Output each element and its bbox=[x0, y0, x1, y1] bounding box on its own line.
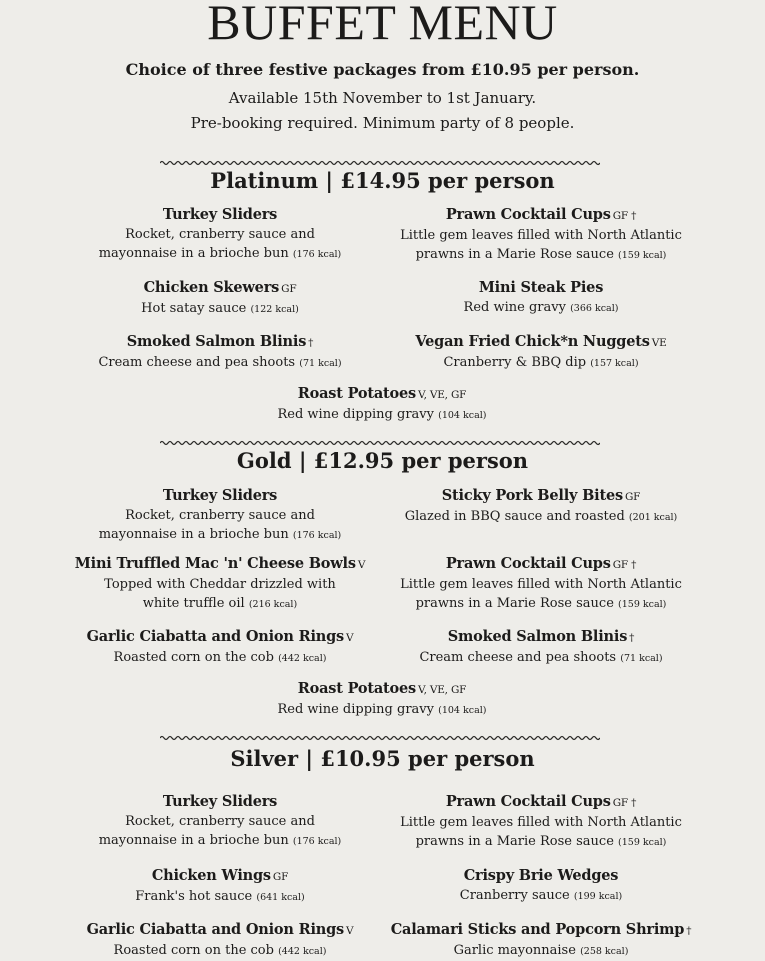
description-text: Cream cheese and pea shoots bbox=[98, 355, 296, 370]
description-text: Red wine dipping gravy bbox=[277, 407, 434, 422]
menu-item bbox=[351, 332, 731, 373]
description-text: Little gem leaves filled with North Atlantic bbox=[400, 815, 682, 830]
menu-item-name-line bbox=[351, 920, 731, 941]
menu-item bbox=[192, 384, 572, 425]
description-text: Frank's hot sauce bbox=[135, 889, 253, 904]
description-text: Hot satay sauce bbox=[141, 301, 247, 316]
calorie-count: (71 kcal) bbox=[299, 358, 342, 369]
menu-item bbox=[351, 554, 731, 614]
description-text: Rocket, cranberry sauce and bbox=[125, 508, 315, 523]
menu-item-name-line bbox=[351, 866, 731, 886]
menu-item bbox=[351, 278, 731, 318]
calorie-count: (258 kcal) bbox=[580, 946, 629, 957]
dietary-tag: GF bbox=[281, 283, 297, 295]
menu-item-description bbox=[192, 700, 572, 720]
menu-title: BUFFET MENU bbox=[207, 0, 558, 50]
dietary-tag: † bbox=[686, 925, 692, 937]
menu-item-name: Turkey Sliders bbox=[162, 793, 278, 810]
description-text: Roasted corn on the cob bbox=[113, 943, 274, 958]
wavy-divider bbox=[160, 432, 600, 440]
menu-item-name: Prawn Cocktail Cups bbox=[445, 206, 611, 223]
menu-item-description bbox=[351, 575, 731, 594]
description-text: mayonnaise in a brioche bun bbox=[98, 527, 289, 542]
menu-item-name: Vegan Fried Chick*n Nuggets bbox=[415, 333, 650, 350]
menu-item-name: Mini Steak Pies bbox=[478, 279, 604, 296]
description-text: white truffle oil bbox=[142, 596, 245, 611]
calorie-count: (199 kcal) bbox=[573, 891, 623, 902]
menu-item-name-line bbox=[351, 486, 731, 507]
wavy-divider-line bbox=[160, 439, 600, 447]
dietary-tag: V bbox=[346, 632, 354, 644]
description-text: mayonnaise in a brioche bun bbox=[98, 833, 289, 848]
description-text: Rocket, cranberry sauce and bbox=[125, 227, 315, 242]
menu-item-name: Chicken Wings bbox=[151, 867, 271, 884]
dietary-tag: † bbox=[629, 632, 635, 644]
menu-item-name-line bbox=[351, 554, 731, 575]
menu-item-name-line bbox=[351, 627, 731, 648]
menu-item-name: Roast Potatoes bbox=[297, 385, 417, 402]
description-text: mayonnaise in a brioche bun bbox=[98, 246, 289, 261]
menu-item-name: Turkey Sliders bbox=[162, 206, 278, 223]
calorie-count: (176 kcal) bbox=[292, 249, 342, 260]
calorie-count: (71 kcal) bbox=[620, 653, 663, 664]
menu-item-description-cont bbox=[351, 245, 731, 265]
intro-availability: Available 15th November to 1st January. bbox=[228, 89, 537, 107]
menu-item bbox=[351, 205, 731, 265]
dietary-tag: † bbox=[308, 337, 314, 349]
dietary-tag: VE bbox=[651, 337, 667, 349]
calorie-count: (157 kcal) bbox=[590, 358, 639, 369]
description-text: prawns in a Marie Rose sauce bbox=[415, 247, 614, 262]
description-text: prawns in a Marie Rose sauce bbox=[415, 834, 614, 849]
calorie-count: (159 kcal) bbox=[618, 599, 667, 610]
menu-item-name: Prawn Cocktail Cups bbox=[445, 555, 611, 572]
menu-item-name-line bbox=[351, 205, 731, 226]
wavy-divider bbox=[160, 727, 600, 735]
calorie-count: (159 kcal) bbox=[618, 837, 667, 848]
menu-item-description bbox=[351, 507, 731, 527]
wavy-divider-line bbox=[160, 734, 600, 742]
dietary-tag: V, VE, GF bbox=[418, 684, 467, 696]
dietary-tag: GF bbox=[272, 871, 289, 883]
menu-item-description bbox=[192, 405, 572, 425]
dietary-tag: V, VE, GF bbox=[418, 389, 467, 401]
menu-item-name: Sticky Pork Belly Bites bbox=[441, 487, 623, 504]
dietary-tag: V bbox=[357, 559, 366, 571]
menu-item-description bbox=[351, 886, 731, 906]
menu-item-description bbox=[351, 648, 731, 668]
calorie-count: (122 kcal) bbox=[250, 304, 299, 315]
menu-item-description bbox=[351, 226, 731, 245]
calorie-count: (442 kcal) bbox=[278, 946, 327, 957]
calorie-count: (366 kcal) bbox=[570, 303, 619, 314]
calorie-count: (216 kcal) bbox=[248, 599, 298, 610]
description-text: Garlic mayonnaise bbox=[453, 943, 576, 958]
description-text: Topped with Cheddar drizzled with bbox=[104, 577, 336, 592]
description-text: Glazed in BBQ sauce and roasted bbox=[404, 509, 625, 524]
menu-item-description bbox=[351, 353, 731, 373]
menu-item-name: Turkey Sliders bbox=[162, 487, 278, 504]
description-text: Little gem leaves filled with North Atlantic bbox=[400, 228, 682, 243]
menu-item-description-cont bbox=[30, 525, 410, 545]
menu-item-name: Garlic Ciabatta and Onion Rings bbox=[86, 628, 344, 645]
wavy-divider-line bbox=[160, 159, 600, 167]
calorie-count: (201 kcal) bbox=[628, 512, 678, 523]
menu-item bbox=[192, 679, 572, 720]
menu-item-name: Smoked Salmon Blinis bbox=[126, 333, 307, 350]
menu-item bbox=[351, 792, 731, 852]
menu-item-name: Calamari Sticks and Popcorn Shrimp bbox=[390, 921, 685, 938]
package-heading: Platinum | £14.95 per person bbox=[210, 168, 555, 193]
description-text: Red wine gravy bbox=[463, 300, 566, 315]
description-text: Cranberry sauce bbox=[459, 888, 570, 903]
menu-item bbox=[351, 866, 731, 906]
menu-item-name-line bbox=[351, 332, 731, 353]
calorie-count: (159 kcal) bbox=[618, 250, 667, 261]
calorie-count: (442 kcal) bbox=[278, 653, 327, 664]
calorie-count: (176 kcal) bbox=[292, 836, 342, 847]
menu-item-name-line bbox=[351, 278, 731, 298]
menu-item-name: Prawn Cocktail Cups bbox=[445, 793, 611, 810]
menu-item-description bbox=[351, 298, 731, 318]
menu-item-name-line bbox=[192, 384, 572, 405]
menu-item-description-cont bbox=[351, 832, 731, 852]
menu-item bbox=[351, 920, 731, 961]
menu-item-name: Mini Truffled Mac 'n' Cheese Bowls bbox=[74, 555, 356, 572]
dietary-tag: GF † bbox=[612, 210, 637, 222]
menu-item-description bbox=[351, 813, 731, 832]
menu-item-name: Roast Potatoes bbox=[297, 680, 417, 697]
menu-item-name-line bbox=[192, 679, 572, 700]
package-heading: Gold | £12.95 per person bbox=[236, 448, 529, 473]
description-text: prawns in a Marie Rose sauce bbox=[415, 596, 614, 611]
menu-item-description-cont bbox=[351, 594, 731, 614]
description-text: Cream cheese and pea shoots bbox=[419, 650, 617, 665]
menu-item bbox=[351, 486, 731, 527]
calorie-count: (104 kcal) bbox=[438, 410, 487, 421]
dietary-tag: GF † bbox=[612, 797, 637, 809]
package-heading: Silver | £10.95 per person bbox=[230, 746, 535, 771]
intro-booking-note: Pre-booking required. Minimum party of 8 people. bbox=[190, 114, 575, 132]
dietary-tag: GF bbox=[624, 491, 641, 503]
menu-item bbox=[351, 627, 731, 668]
description-text: Rocket, cranberry sauce and bbox=[125, 814, 315, 829]
calorie-count: (176 kcal) bbox=[292, 530, 342, 541]
description-text: Red wine dipping gravy bbox=[277, 702, 434, 717]
dietary-tag: GF † bbox=[612, 559, 637, 571]
calorie-count: (641 kcal) bbox=[256, 892, 305, 903]
menu-item-name: Garlic Ciabatta and Onion Rings bbox=[86, 921, 344, 938]
wavy-divider bbox=[160, 152, 600, 160]
menu-item-name-line bbox=[351, 792, 731, 813]
menu-item-description bbox=[351, 941, 731, 961]
menu-item-name: Smoked Salmon Blinis bbox=[447, 628, 628, 645]
description-text: Roasted corn on the cob bbox=[113, 650, 274, 665]
dietary-tag: V bbox=[346, 925, 354, 937]
intro-headline: Choice of three festive packages from £10.95 per person. bbox=[125, 60, 640, 79]
description-text: Little gem leaves filled with North Atlantic bbox=[400, 577, 682, 592]
menu-item-name: Crispy Brie Wedges bbox=[463, 867, 619, 884]
menu-item-name: Chicken Skewers bbox=[143, 279, 280, 296]
calorie-count: (104 kcal) bbox=[438, 705, 487, 716]
description-text: Cranberry & BBQ dip bbox=[443, 355, 587, 370]
